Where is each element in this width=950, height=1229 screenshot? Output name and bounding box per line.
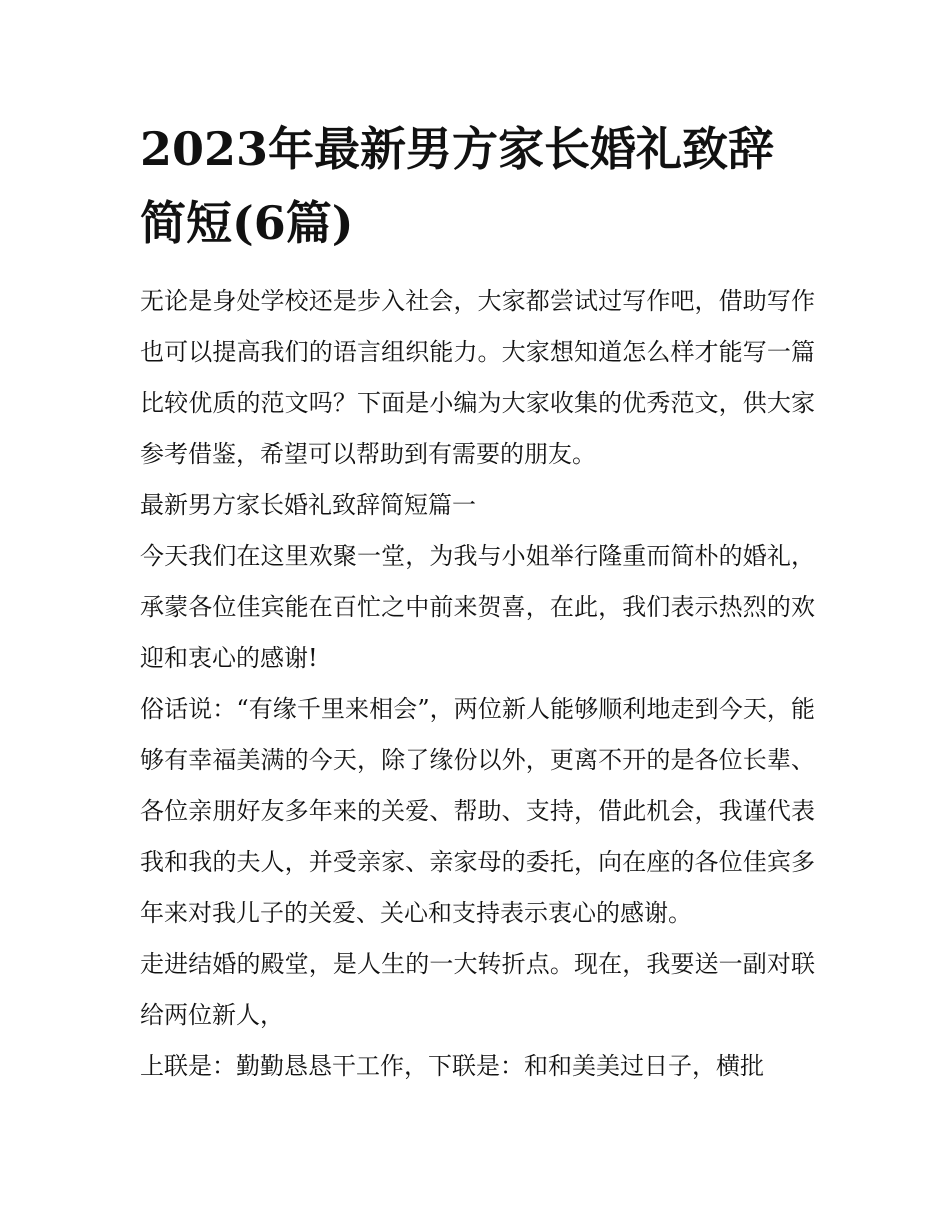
body-paragraph: 走进结婚的殿堂，是人生的一大转折点。现在，我要送一副对联给两位新人， (140, 950, 815, 1029)
body-paragraph: 上联是：勤勤恳恳干工作，下联是：和和美美过日子，横批 (140, 1052, 764, 1080)
document-body (140, 276, 815, 1092)
body-paragraph: 今天我们在这里欢聚一堂，为我与小姐举行隆重而简朴的婚礼，承蒙各位佳宾能在百忙之中前来贺喜，在此，我们表示热烈的欢迎和衷心的感谢! (140, 542, 815, 672)
section-heading: 最新男方家长婚礼致辞简短篇一 (140, 491, 476, 519)
body-paragraph: 俗话说：“有缘千里来相会”，两位新人能够顺利地走到今天，能够有幸福美满的今天，除了缘份以外，更离不开的是各位长辈、各位亲朋好友多年来的关爱、帮助、支持，借此机会，我谨代表我和我的夫人，并受亲家、亲家母的委托，向在座的各位佳宾多年来对我儿子的关爱、关心和支持表示衷心的感谢。 (140, 695, 815, 927)
document-title: 2023年最新男方家长婚礼致辞简短(6篇) (140, 122, 775, 250)
intro-paragraph: 无论是身处学校还是步入社会，大家都尝试过写作吧，借助写作也可以提高我们的语言组织能力。大家想知道怎么样才能写一篇比较优质的范文吗？下面是小编为大家收集的优秀范文，供大家参考借鉴，希望可以帮助到有需要的朋友。 (140, 287, 815, 468)
